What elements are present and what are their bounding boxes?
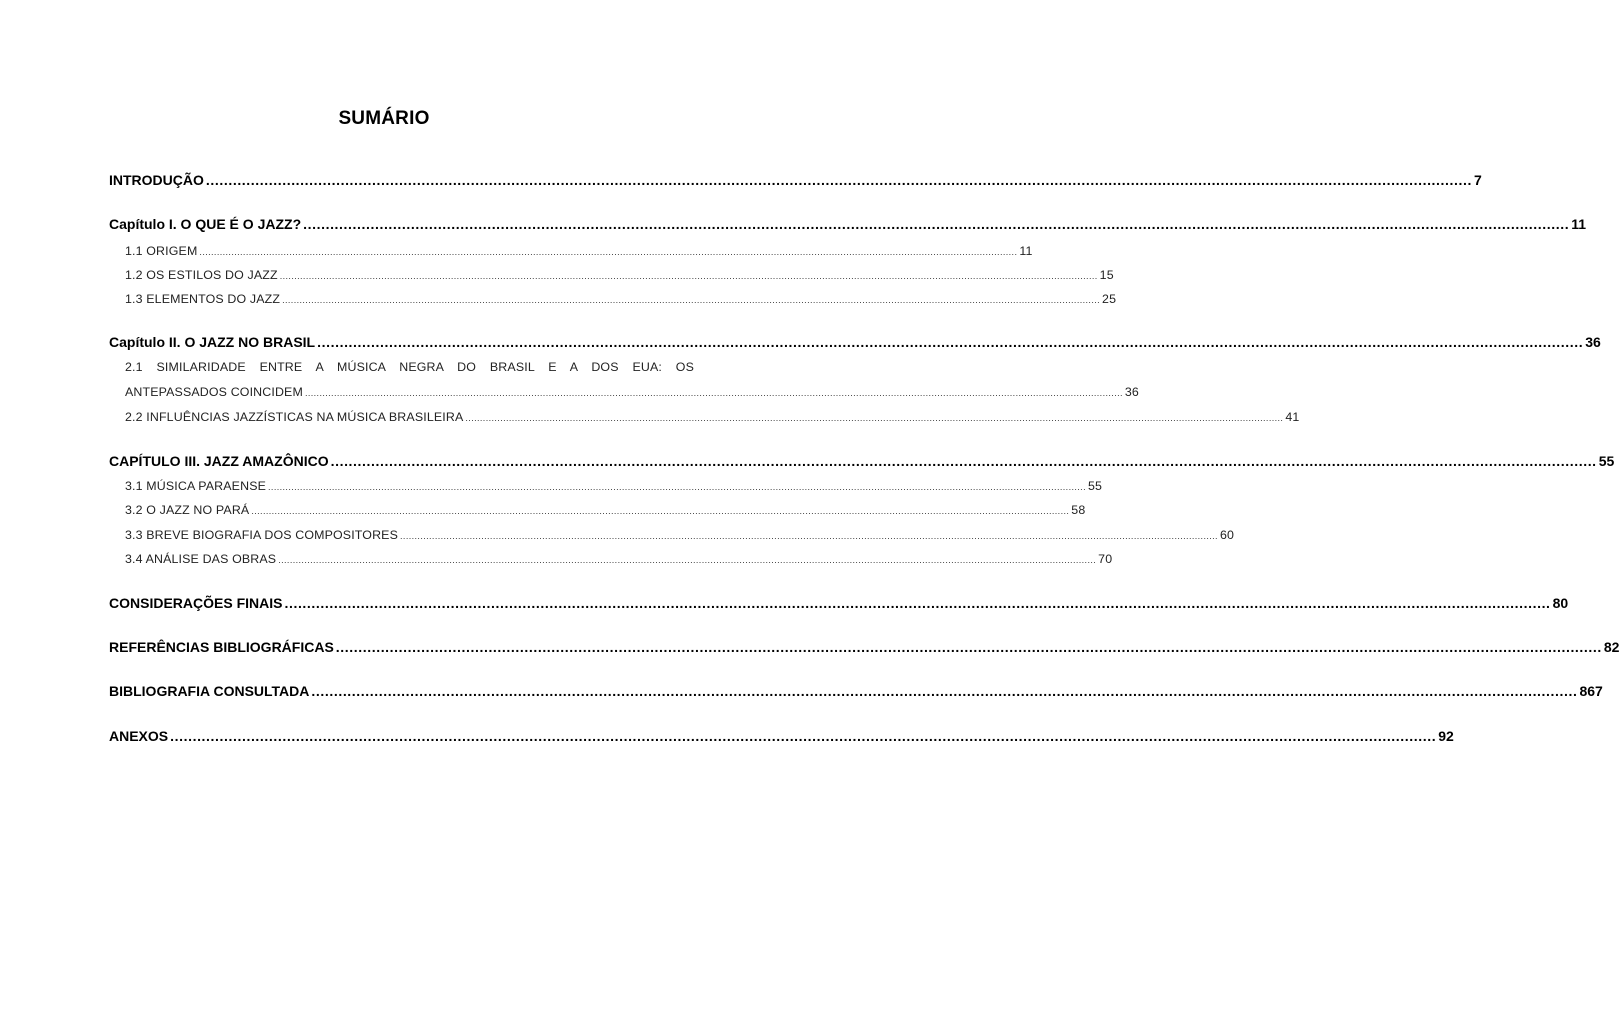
toc-entry-label: ANTEPASSADOS COINCIDEM bbox=[125, 385, 303, 399]
toc-entry-3-3[interactable] bbox=[125, 528, 1235, 542]
toc-entry-page: 11 bbox=[1019, 244, 1033, 258]
dot-leader: .......................................................................................................................................................................................................................................................................................... bbox=[400, 531, 1218, 541]
toc-entry-3-1[interactable] bbox=[125, 479, 1103, 493]
toc-entry-page: 36 bbox=[1585, 334, 1601, 350]
toc-entry-capitulo-3[interactable] bbox=[109, 453, 1615, 469]
toc-entry-label: INTRODUÇÃO bbox=[109, 172, 204, 188]
toc-entry-label: BIBLIOGRAFIA CONSULTADA bbox=[109, 683, 310, 699]
toc-entry-page: 7 bbox=[1473, 172, 1482, 188]
dot-leader: .......................................................................................................................................................................................................................................................................................... bbox=[330, 453, 1597, 469]
dot-leader: .......................................................................................................................................................................................................................................................................................... bbox=[278, 555, 1097, 565]
dot-leader: .......................................................................................................................................................................................................................................................................................... bbox=[251, 506, 1070, 516]
toc-entry-capitulo-1[interactable] bbox=[109, 216, 1587, 232]
toc-entry-label: 3.2 O JAZZ NO PARÁ bbox=[125, 503, 250, 517]
toc-entry-referencias[interactable] bbox=[109, 639, 1619, 655]
toc-entry-1-3[interactable] bbox=[125, 292, 1117, 306]
dot-leader: .......................................................................................................................................................................................................................................................................................... bbox=[282, 295, 1101, 305]
dot-leader: .......................................................................................................................................................................................................................................................................................... bbox=[199, 247, 1018, 257]
toc-entry-label: Capítulo II. O JAZZ NO BRASIL bbox=[109, 334, 316, 350]
toc-entry-page: 11 bbox=[1571, 216, 1587, 232]
dot-leader: .......................................................................................................................................................................................................................................................................................... bbox=[284, 595, 1551, 611]
toc-entry-label: 3.3 BREVE BIOGRAFIA DOS COMPOSITORES bbox=[125, 528, 399, 542]
toc-entry-2-2[interactable] bbox=[125, 410, 1300, 424]
toc-entry-capitulo-2[interactable] bbox=[109, 334, 1601, 350]
toc-entry-page: 55 bbox=[1598, 453, 1615, 469]
toc-entry-anexos[interactable] bbox=[109, 728, 1454, 744]
toc-entry-page: 867 bbox=[1579, 683, 1603, 699]
toc-entry-1-1[interactable] bbox=[125, 244, 1033, 258]
dot-leader: .......................................................................................................................................................................................................................................................................................... bbox=[465, 413, 1284, 423]
dot-leader: .......................................................................................................................................................................................................................................................................................... bbox=[317, 334, 1584, 350]
toc-entry-page: 25 bbox=[1102, 292, 1117, 306]
toc-entry-page: 55 bbox=[1087, 479, 1103, 493]
dot-leader: .......................................................................................................................................................................................................................................................................................... bbox=[279, 271, 1098, 281]
toc-entry-3-2[interactable] bbox=[125, 503, 1086, 517]
toc-entry-page: 70 bbox=[1098, 552, 1113, 566]
toc-entry-2-1-line1[interactable]: 2.1 SIMILARIDADE ENTRE A MÚSICA NEGRA DO BRASIL E A DOS EUA: OS bbox=[125, 360, 694, 374]
toc-entry-bibliografia[interactable] bbox=[109, 683, 1603, 699]
toc-entry-page: 60 bbox=[1219, 528, 1235, 542]
toc-entry-page: 41 bbox=[1285, 410, 1300, 424]
dot-leader: .......................................................................................................................................................................................................................................................................................... bbox=[311, 683, 1578, 699]
toc-entry-page: 92 bbox=[1438, 728, 1454, 744]
toc-entry-page: 82 bbox=[1603, 639, 1619, 655]
dot-leader: .......................................................................................................................................................................................................................................................................................... bbox=[303, 216, 1570, 232]
toc-entry-2-1[interactable] bbox=[125, 385, 1139, 399]
toc-entry-page: 36 bbox=[1124, 385, 1139, 399]
toc-entry-label: 2.2 INFLUÊNCIAS JAZZÍSTICAS NA MÚSICA BRASILEIRA bbox=[125, 410, 464, 424]
toc-entry-label: CONSIDERAÇÕES FINAIS bbox=[109, 595, 283, 611]
dot-leader: .......................................................................................................................................................................................................................................................................................... bbox=[205, 172, 1472, 188]
toc-entry-label: 3.1 MÚSICA PARAENSE bbox=[125, 479, 267, 493]
toc-entry-label: 1.2 OS ESTILOS DO JAZZ bbox=[125, 268, 278, 282]
dot-leader: .......................................................................................................................................................................................................................................................................................... bbox=[335, 639, 1602, 655]
dot-leader: .......................................................................................................................................................................................................................................................................................... bbox=[304, 388, 1123, 398]
toc-entry-page: 80 bbox=[1552, 595, 1569, 611]
toc-entry-1-2[interactable] bbox=[125, 268, 1114, 282]
toc-entry-label: Capítulo I. O QUE É O JAZZ? bbox=[109, 216, 302, 232]
dot-leader: .......................................................................................................................................................................................................................................................................................... bbox=[170, 728, 1437, 744]
toc-entry-page: 58 bbox=[1071, 503, 1086, 517]
toc-entry-label: 3.4 ANÁLISE DAS OBRAS bbox=[125, 552, 277, 566]
toc-entry-label: ANEXOS bbox=[109, 728, 169, 744]
toc-entry-consideracoes-finais[interactable] bbox=[109, 595, 1569, 611]
page-title: SUMÁRIO bbox=[338, 108, 430, 129]
toc-entry-label: REFERÊNCIAS BIBLIOGRÁFICAS bbox=[109, 639, 334, 655]
toc-entry-page: 15 bbox=[1099, 268, 1114, 282]
toc-entry-label: CAPÍTULO III. JAZZ AMAZÔNICO bbox=[109, 453, 329, 469]
toc-entry-3-4[interactable] bbox=[125, 552, 1113, 566]
dot-leader: .......................................................................................................................................................................................................................................................................................... bbox=[268, 482, 1086, 492]
toc-entry-label: 1.3 ELEMENTOS DO JAZZ bbox=[125, 292, 281, 306]
toc-entry-label: 1.1 ORIGEM bbox=[125, 244, 198, 258]
toc-entry-introducao[interactable] bbox=[109, 172, 1482, 188]
